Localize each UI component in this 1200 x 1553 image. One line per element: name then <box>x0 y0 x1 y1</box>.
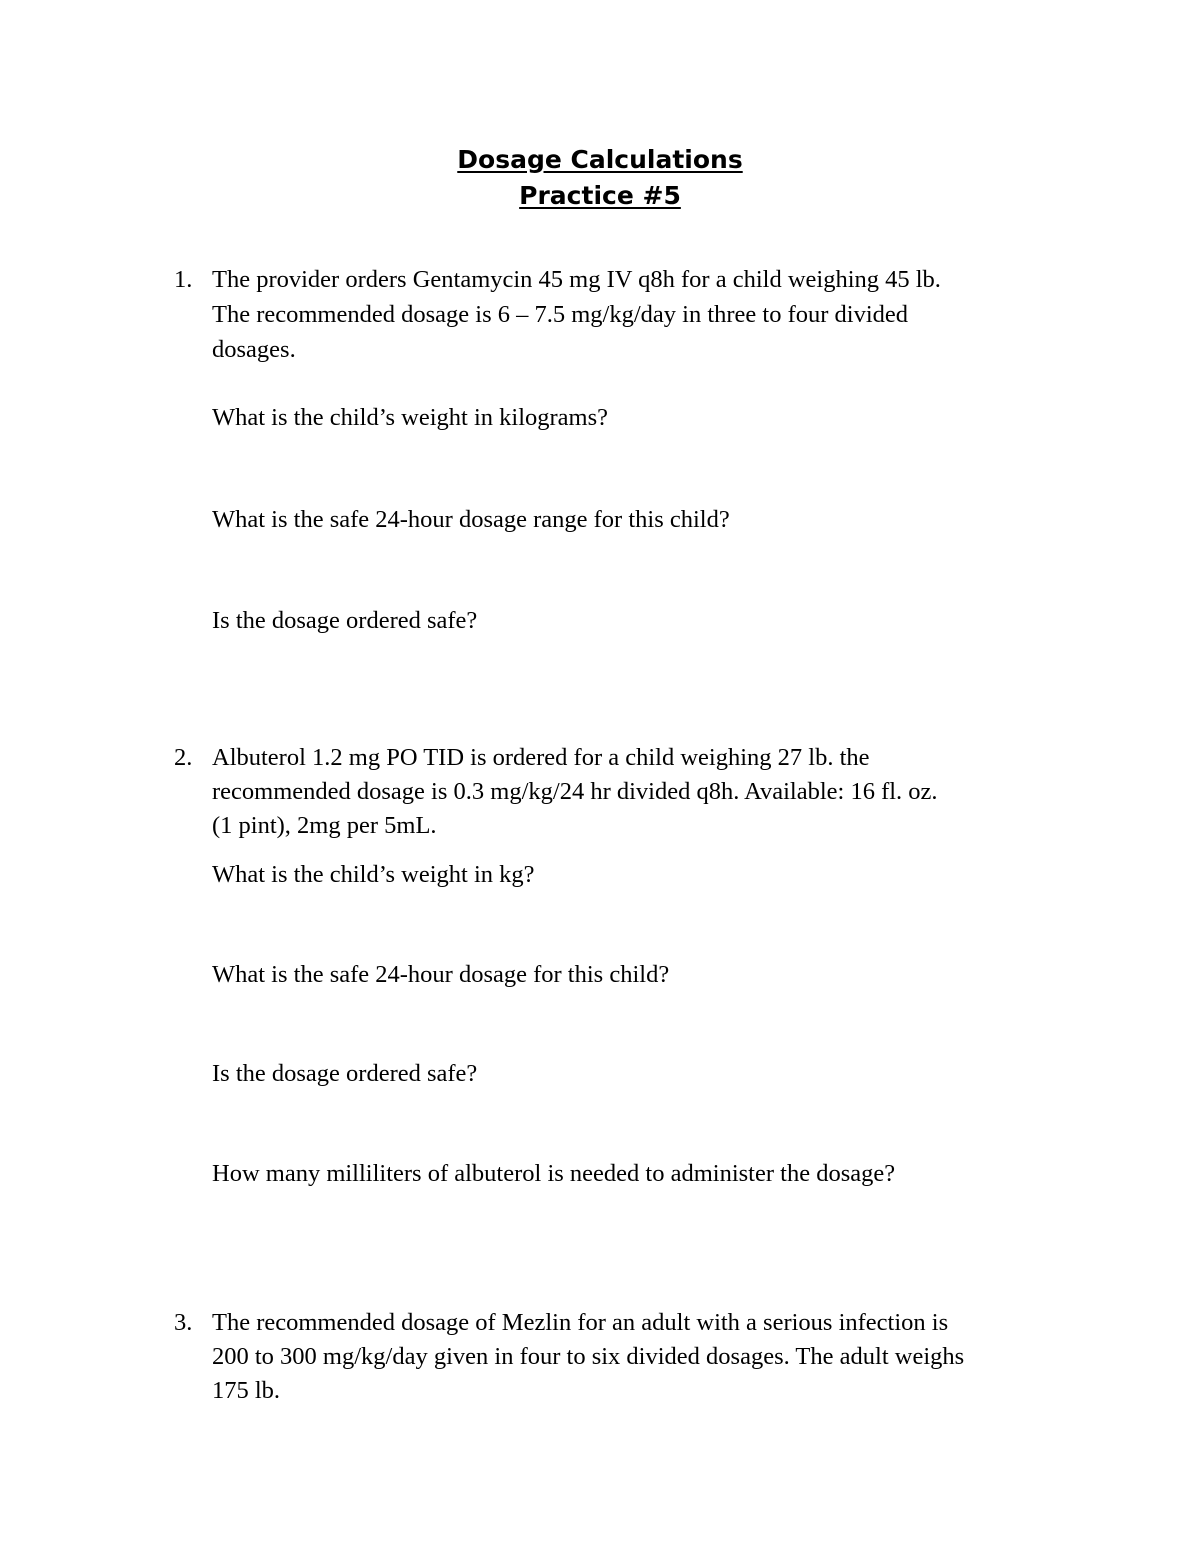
question-text-line: Albuterol 1.2 mg PO TID is ordered for a child weighing 27 lb. the <box>212 744 870 771</box>
question-text-line: 175 lb. <box>212 1377 281 1404</box>
sub-question: Is the dosage ordered safe? <box>212 1060 478 1087</box>
question-text-line: The provider orders Gentamycin 45 mg IV q8h for a child weighing 45 lb. <box>212 266 941 293</box>
question-number: 2. <box>174 744 193 771</box>
document-title: Dosage Calculations <box>457 145 743 174</box>
sub-question: What is the child’s weight in kg? <box>212 861 535 888</box>
sub-question: What is the safe 24-hour dosage range for this child? <box>212 506 730 533</box>
question-text-line: dosages. <box>212 336 296 363</box>
question-text-line: 200 to 300 mg/kg/day given in four to six divided dosages. The adult weighs <box>212 1343 965 1370</box>
question-number: 3. <box>174 1309 193 1336</box>
question-text-line: The recommended dosage is 6 – 7.5 mg/kg/day in three to four divided <box>212 301 909 328</box>
sub-question: What is the safe 24-hour dosage for this child? <box>212 961 670 988</box>
question-text-line: The recommended dosage of Mezlin for an adult with a serious infection is <box>212 1309 949 1336</box>
sub-question: How many milliliters of albuterol is needed to administer the dosage? <box>212 1160 896 1187</box>
question-text-line: recommended dosage is 0.3 mg/kg/24 hr divided q8h. Available: 16 fl. oz. <box>212 778 938 805</box>
sub-question: What is the child’s weight in kilograms? <box>212 404 609 431</box>
sub-question: Is the dosage ordered safe? <box>212 607 478 634</box>
document-subtitle: Practice #5 <box>519 181 681 210</box>
question-text-line: (1 pint), 2mg per 5mL. <box>212 812 437 839</box>
question-number: 1. <box>174 266 193 293</box>
